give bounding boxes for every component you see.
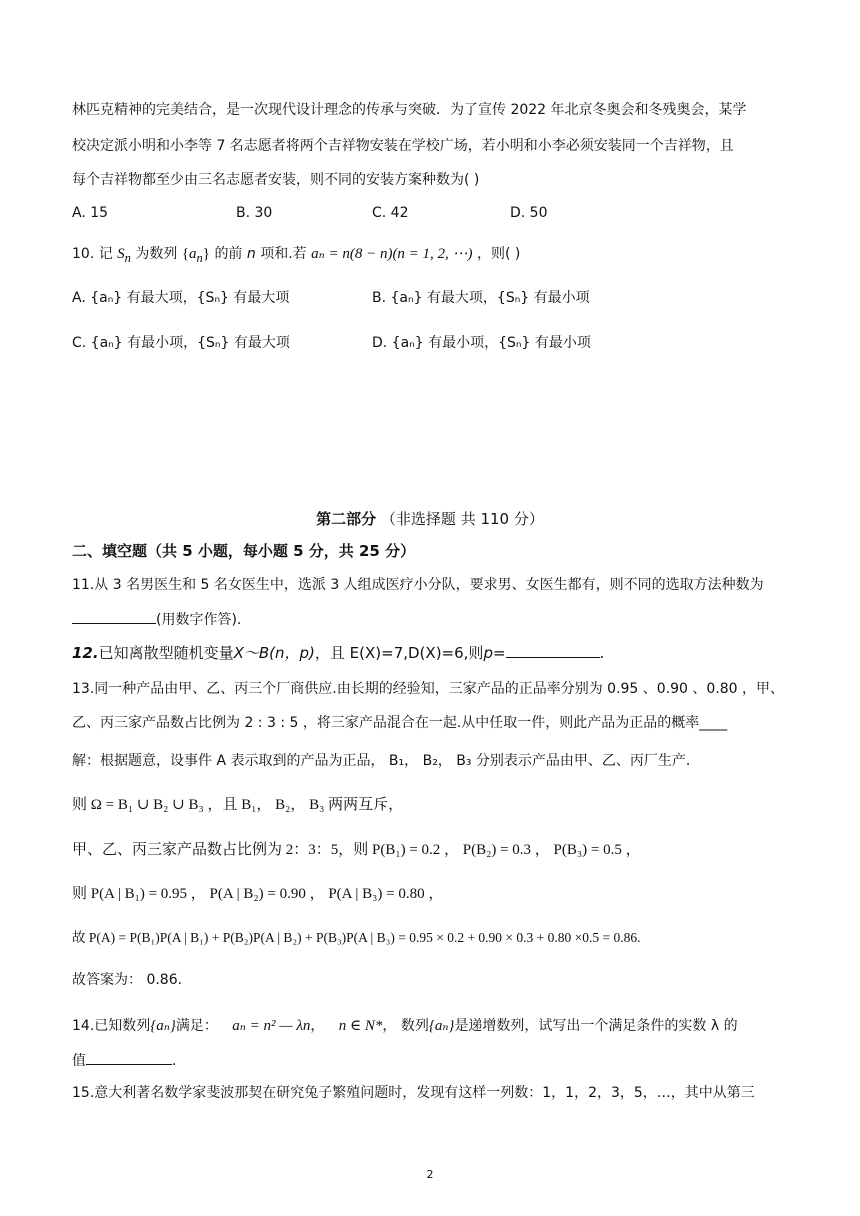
q10-option-b: B. {aₙ} 有最大项，{Sₙ} 有最小项 <box>372 290 590 306</box>
q14-d: 是递增数列，试写出一个满足条件的实数 λ 的 <box>454 1018 738 1034</box>
q10-prefix: 10. 记 <box>72 246 113 262</box>
q12-number: 12. <box>72 644 99 662</box>
q13-line-1: 13.同一种产品由甲、乙、丙三个厂商供应.由长期的经验知，三家产品的正品率分别为 0.95 、0.90 、0.80 ，甲、 <box>72 681 785 697</box>
q15-line-1: 15.意大利著名数学家斐波那契在研究兔子繁殖问题时，发现有这样一列数：1，1，2，3，5，…，其中从第三 <box>72 1085 755 1101</box>
q12-answer-blank[interactable] <box>506 643 600 658</box>
q14-comma: ， <box>310 1018 325 1034</box>
q9-line-2: 校决定派小明和小李等 7 名志愿者将两个吉祥物安装在学校广场，若小明和小李必须安装同一个吉祥物，且 <box>72 138 734 154</box>
q10-mid1: 为数列 <box>135 246 178 262</box>
q10-stem <box>72 244 520 268</box>
q9-option-b: B. 30 <box>236 205 273 221</box>
q12-end: . <box>599 644 605 662</box>
q11-answer-blank[interactable] <box>72 609 156 624</box>
part2-subtitle: （非选择题 共 110 分） <box>380 510 544 528</box>
q11-suffix: (用数字作答). <box>156 612 242 628</box>
q14-b: 满足： <box>175 1018 218 1034</box>
q14-domain: n ∈ N* <box>338 1018 383 1034</box>
q10-an-set: $\{a_n\}$ <box>181 246 210 265</box>
q10-n-symbol: n <box>246 246 256 262</box>
q9-option-a: A. 15 <box>72 205 109 221</box>
q14-a: 14.已知数列 <box>72 1018 151 1034</box>
part2-heading <box>0 508 860 529</box>
q9-option-c: C. 42 <box>372 205 409 221</box>
q13-solution-4: 则 P(A | B₁) = 0.95 ， P(A | B₂) = 0.90 ， P(A | B₃) = 0.80 ， <box>72 886 444 902</box>
q13-solution-2: 则 Ω = B₁ ∪ B₂ ∪ B₃ ，且 B₁， B₂， B₃ 两两互斥， <box>72 797 404 813</box>
q14-seq: {aₙ} <box>150 1018 176 1034</box>
q12-text-d: p= <box>483 644 506 662</box>
q12-text-b: X～B(n，p) <box>233 644 315 662</box>
q12-text-a: 已知离散型随机变量 <box>98 644 234 662</box>
q14-line-2 <box>72 1050 176 1071</box>
q10-mid2: 的前 <box>214 246 243 262</box>
q14-end: . <box>172 1053 177 1069</box>
q10-option-d: D. {aₙ} 有最小项，{Sₙ} 有最小项 <box>372 335 591 351</box>
q11-line-1: 11.从 3 名男医生和 5 名女医生中，选派 3 人组成医疗小分队，要求男、女医生都有，则不同的选取方法种数为 <box>72 577 764 593</box>
q9-line-1: 林匹克精神的完美结合，是一次现代设计理念的传承与突破．为了宣传 2022 年北京冬奥会和冬残奥会，某学 <box>72 102 747 118</box>
q14-formula: aₙ = n² — λn <box>232 1018 311 1034</box>
q14-answer-blank[interactable] <box>86 1050 172 1065</box>
q12-text-c: ，且 E(X)=7,D(X)=6,则 <box>314 644 484 662</box>
q10-formula: aₙ = n(8 − n)(n = 1, 2, ⋯) <box>311 246 473 262</box>
q13-answer: 故答案为： 0.86. <box>72 972 183 988</box>
q11-line-2 <box>72 609 241 630</box>
q13-line-2: 乙、丙三家产品数占比例为 2 : 3 : 5 ，将三家产品混合在一起.从中任取一件，则此产品为正品的概率____ <box>72 715 728 731</box>
q14-c: ， 数列 <box>382 1018 429 1034</box>
q14-value-label: 值 <box>72 1053 86 1069</box>
q14-seq2: {aₙ} <box>428 1018 455 1034</box>
q9-option-d: D. 50 <box>510 205 548 221</box>
page-number: 2 <box>426 1168 434 1181</box>
q14-line-1 <box>72 1016 738 1036</box>
section2-heading: 二、填空题（共 5 小题，每小题 5 分，共 25 分） <box>72 542 416 560</box>
q10-option-a: A. {aₙ} 有最大项，{Sₙ} 有最大项 <box>72 290 290 306</box>
part2-title: 第二部分 <box>316 510 377 528</box>
q10-mid3: 项和.若 <box>260 246 307 262</box>
q10-sn-symbol: $S_n$ <box>117 246 131 265</box>
q13-solution-3: 甲、乙、丙三家产品数占比例为 2：3：5，则 P(B₁) = 0.2 ， P(B₂) = 0.3 ， P(B₃) = 0.5 ， <box>72 842 641 858</box>
q13-solution-5: 故 P(A) = P(B₁)P(A | B₁) + P(B₂)P(A | B₂) + P(B₃)P(A | B₃) = 0.95 × 0.2 + 0.90 × 0.3 + 0.80 ×0.5 = 0.86. <box>72 930 641 945</box>
q10-option-c: C. {aₙ} 有最小项，{Sₙ} 有最大项 <box>72 335 290 351</box>
q12-line <box>72 643 604 663</box>
q10-end: ，则( ) <box>477 246 521 262</box>
q13-solution-1: 解：根据题意，设事件 A 表示取到的产品为正品， B₁， B₂， B₃ 分别表示产品由甲、乙、丙厂生产. <box>72 753 691 769</box>
q9-line-3: 每个吉祥物都至少由三名志愿者安装，则不同的安装方案种数为( ) <box>72 172 480 188</box>
